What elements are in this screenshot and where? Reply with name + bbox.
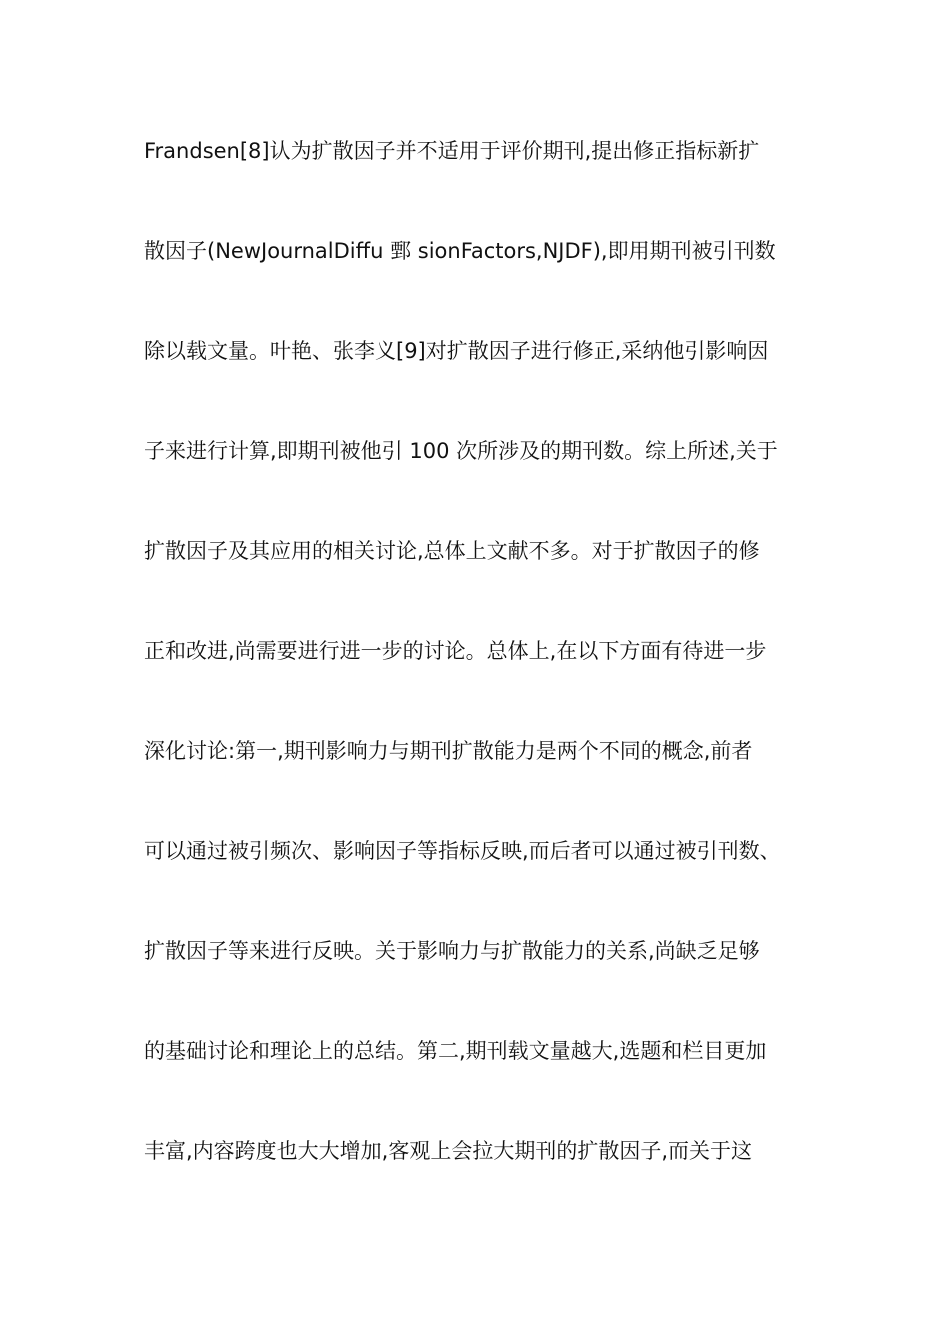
text-line-10: 的基础讨论和理论上的总结。第二,期刊载文量越大,选题和栏目更加 xyxy=(144,1039,767,1063)
text-line-7: 深化讨论:第一,期刊影响力与期刊扩散能力是两个不同的概念,前者 xyxy=(144,739,753,763)
text-line-5: 扩散因子及其应用的相关讨论,总体上文献不多。对于扩散因子的修 xyxy=(144,539,760,563)
text-line-1: Frandsen[8]认为扩散因子并不适用于评价期刊,提出修正指标新扩 xyxy=(144,139,760,163)
text-line-9: 扩散因子等来进行反映。关于影响力与扩散能力的关系,尚缺乏足够 xyxy=(144,939,760,963)
text-line-11: 丰富,内容跨度也大大增加,客观上会拉大期刊的扩散因子,而关于这 xyxy=(144,1139,753,1163)
text-line-3: 除以载文量。叶艳、张李义[9]对扩散因子进行修正,采纳他引影响因 xyxy=(144,339,769,363)
text-line-2: 散因子(NewJournalDiffu 鄄 sionFactors,NJDF),即用期刊被引刊数 xyxy=(144,239,776,263)
body-text xyxy=(144,127,824,1227)
text-line-4: 子来进行计算,即期刊被他引 100 次所涉及的期刊数。综上所述,关于 xyxy=(144,439,778,463)
text-line-6: 正和改进,尚需要进行进一步的讨论。总体上,在以下方面有待进一步 xyxy=(144,639,767,663)
text-line-8: 可以通过被引频次、影响因子等指标反映,而后者可以通过被引刊数、 xyxy=(144,839,781,863)
